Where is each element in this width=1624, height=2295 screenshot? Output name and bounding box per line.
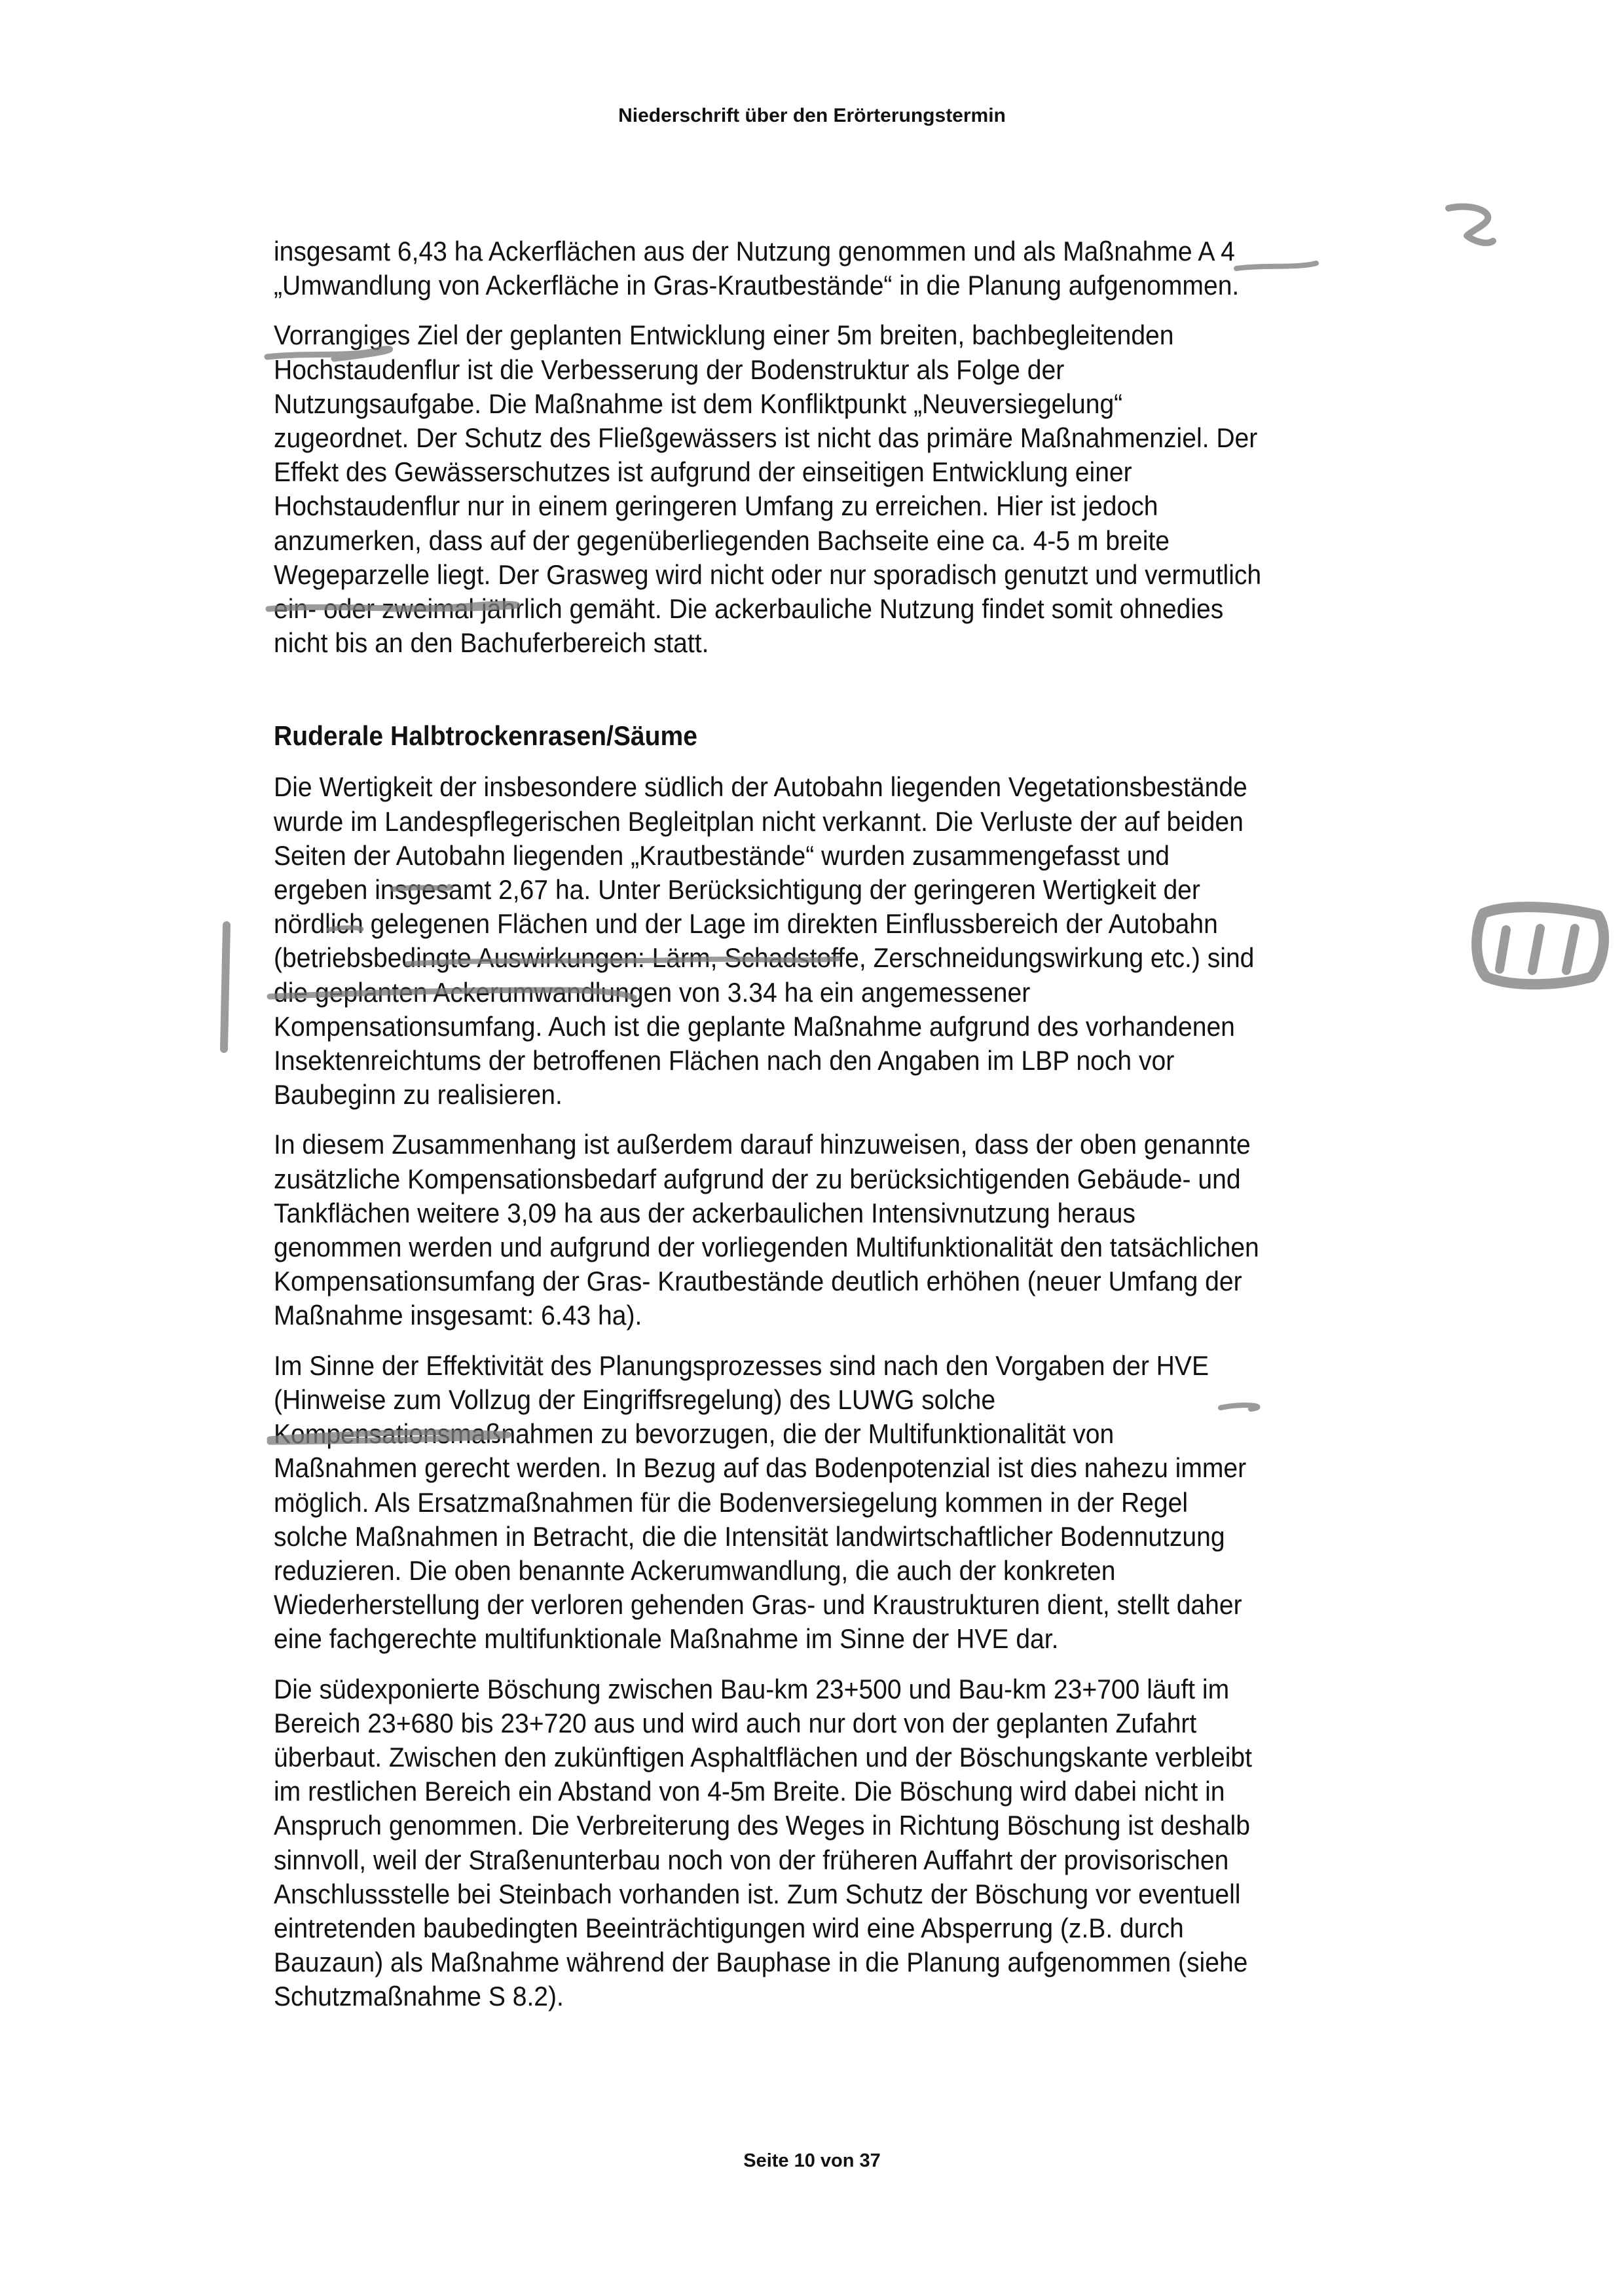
text-line: Anspruch genommen. Die Verbreiterung des Weges in Richtung Böschung ist deshalb <box>274 1810 1250 1841</box>
text-line: zugeordnet. Der Schutz des Fließgewässers ist nicht das primäre Maßnahmenziel. Der <box>274 422 1258 454</box>
text-line: eintretenden baubedingten Beeinträchtigungen wird eine Absperrung (z.B. durch <box>274 1912 1184 1943</box>
text-line: möglich. Als Ersatzmaßnahmen für die Bodenversiegelung kommen in der Regel <box>274 1486 1189 1518</box>
text-line: Anschlussstelle bei Steinbach vorhanden ist. Zum Schutz der Böschung vor eventuell <box>274 1878 1241 1909</box>
text-line: wurde im Landespflegerischen Begleitplan nicht verkannt. Die Verluste der auf beiden <box>274 805 1244 837</box>
text-line: die geplanten Ackerumwandlungen von 3.34 ha ein angemessener <box>274 976 1031 1008</box>
text-line: anzumerken, dass auf der gegenüberliegenden Bachseite eine ca. 4-5 m breite <box>274 524 1170 556</box>
text-line: im restlichen Bereich ein Abstand von 4-5m Breite. Die Böschung wird dabei nicht in <box>274 1776 1225 1807</box>
text-line: Baubeginn zu realisieren. <box>274 1079 563 1111</box>
text-line: Schutzmaßnahme S 8.2). <box>274 1981 564 2012</box>
text-line: reduzieren. Die oben benannte Ackerumwandlung, die auch der konkreten <box>274 1554 1116 1586</box>
text-line: Die südexponierte Böschung zwischen Bau-km 23+500 und Bau-km 23+700 läuft im <box>274 1673 1230 1704</box>
text-line: Effekt des Gewässerschutzes ist aufgrund der einseitigen Entwicklung einer <box>274 456 1132 488</box>
text-line: nördlich gelegenen Flächen und der Lage im direkten Einflussbereich der Autobahn <box>274 908 1218 940</box>
section-heading: Ruderale Halbtrockenrasen/Säume <box>274 720 697 752</box>
text-line: Seiten der Autobahn liegenden „Krautbestände“ wurden zusammengefasst und <box>274 839 1170 871</box>
paragraph <box>274 1349 1583 1657</box>
text-line: (betriebsbedingte Auswirkungen: Lärm, Schadstoffe, Zerschneidungswirkung etc.) sind <box>274 942 1255 974</box>
text-line: zusätzliche Kompensationsbedarf aufgrund der zu berücksichtigenden Gebäude- und <box>274 1163 1241 1194</box>
page-header: Niederschrift über den Erörterungstermin <box>618 105 1006 126</box>
text-line: überbaut. Zwischen den zukünftigen Asphaltflächen und der Böschungskante verbleibt <box>274 1741 1252 1772</box>
page-footer: Seite 10 von 37 <box>743 2150 881 2171</box>
text-line: Insektenreichtums der betroffenen Flächen nach den Angaben im LBP noch vor <box>274 1045 1175 1076</box>
text-line: Vorrangiges Ziel der geplanten Entwicklung einer 5m breiten, bachbegleitenden <box>274 320 1174 351</box>
text-line: insgesamt 6,43 ha Ackerflächen aus der Nutzung genommen und als Maßnahme A 4 <box>274 236 1235 266</box>
text-line: ein- oder zweimal jährlich gemäht. Die ackerbauliche Nutzung findet somit ohnedies <box>274 593 1224 625</box>
text-line: Tankflächen weitere 3,09 ha aus der ackerbaulichen Intensivnutzung heraus <box>274 1197 1135 1228</box>
document-body <box>274 234 1583 2030</box>
text-line: Im Sinne der Effektivität des Planungsprozesses sind nach den Vorgaben der HVE <box>274 1349 1209 1381</box>
text-line: sinnvoll, weil der Straßenunterbau noch von der früheren Auffahrt der provisorischen <box>274 1844 1229 1875</box>
text-line: ergeben insgesamt 2,67 ha. Unter Berücksichtigung der geringeren Wertigkeit der <box>274 874 1200 906</box>
text-line: Kompensationsmaßnahmen zu bevorzugen, die der Multifunktionalität von <box>274 1418 1115 1450</box>
text-line: Wegeparzelle liegt. Der Grasweg wird nicht oder nur sporadisch genutzt und vermutlich <box>274 559 1262 590</box>
text-line: (Hinweise zum Vollzug der Eingriffsregelung) des LUWG solche <box>274 1384 996 1415</box>
text-line: Wiederherstellung der verloren gehenden Gras- und Kraustrukturen dient, stellt daher <box>274 1589 1242 1621</box>
text-line: Bereich 23+680 bis 23+720 aus und wird auch nur dort von der geplanten Zufahrt <box>274 1707 1197 1738</box>
text-line: Bauzaun) als Maßnahme während der Bauphase in die Planung aufgenommen (siehe <box>274 1947 1248 1978</box>
text-line: genommen werden und aufgrund der vorliegenden Multifunktionalität den tatsächlichen <box>274 1232 1259 1263</box>
paragraph <box>274 234 1583 303</box>
text-line: eine fachgerechte multifunktionale Maßnahme im Sinne der HVE dar. <box>274 1623 1059 1655</box>
text-line: Die Wertigkeit der insbesondere südlich der Autobahn liegenden Vegetationsbestände <box>274 771 1247 803</box>
text-line: In diesem Zusammenhang ist außerdem darauf hinzuweisen, dass der oben genannte <box>274 1129 1251 1160</box>
text-line: Nutzungsaufgabe. Die Maßnahme ist dem Konfliktpunkt „Neuversiegelung“ <box>274 388 1123 419</box>
text-line: Hochstaudenflur nur in einem geringeren Umfang zu erreichen. Hier ist jedoch <box>274 490 1158 522</box>
text-line: Kompensationsumfang der Gras- Krautbestände deutlich erhöhen (neuer Umfang der <box>274 1266 1242 1297</box>
paragraph <box>274 1128 1583 1332</box>
margin-line-mark <box>224 925 227 1049</box>
paragraph <box>274 770 1583 1112</box>
text-line: nicht bis an den Bachuferbereich statt. <box>274 627 709 659</box>
paragraph <box>274 318 1583 660</box>
text-line: Kompensationsumfang. Auch ist die geplante Maßnahme aufgrund des vorhandenen <box>274 1010 1235 1042</box>
text-line: Maßnahme insgesamt: 6.43 ha). <box>274 1300 642 1331</box>
text-line: „Umwandlung von Ackerfläche in Gras-Krautbestände“ in die Planung aufgenommen. <box>274 270 1240 301</box>
text-line: Maßnahmen gerecht werden. In Bezug auf das Bodenpotenzial ist dies nahezu immer <box>274 1452 1247 1484</box>
text-line: Hochstaudenflur ist die Verbesserung der Bodenstruktur als Folge der <box>274 354 1065 385</box>
paragraph <box>274 1672 1583 2014</box>
text-line: solche Maßnahmen in Betracht, die die Intensität landwirtschaftlicher Bodennutzung <box>274 1520 1225 1552</box>
